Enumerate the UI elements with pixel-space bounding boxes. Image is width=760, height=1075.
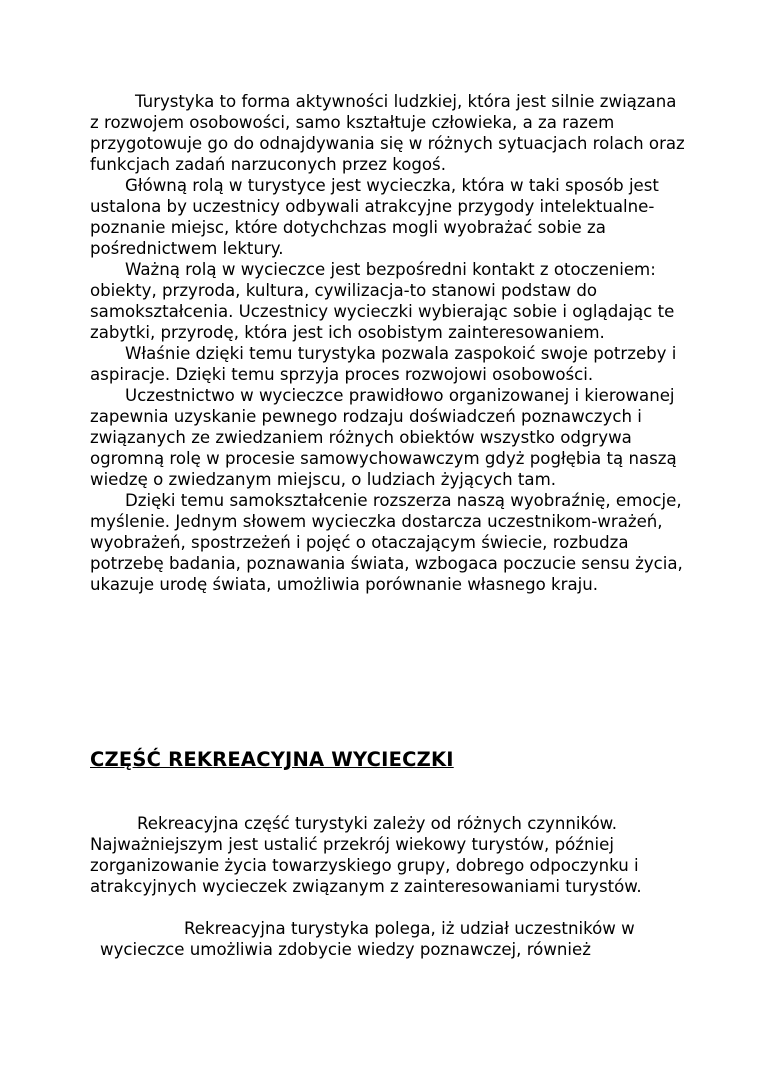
paragraph-4: Właśnie dzięki temu turystyka pozwala zaspokoić swoje potrzeby i aspiracje. Dzięki temu sprzyja proces rozwojowi osobowości. xyxy=(90,344,677,384)
paragraph-8-line-1: Rekreacyjna turystyka polega, iż udział uczestników w xyxy=(184,919,635,938)
paragraph-7: Rekreacyjna część turystyki zależy od różnych czynników. Najważniejszym jest ustalić przekrój wiekowy turystów, później zorganizowanie życia towarzyskiego grupy, dobrego odpoczynku i atrakcyjnych wycieczek związanym z zainteresowaniami turystów. xyxy=(90,814,642,896)
section-recreation-text xyxy=(90,813,690,897)
paragraph-6: Dzięki temu samokształcenie rozszerza naszą wyobraźnię, emocje, myślenie. Jednym słowem wycieczka dostarcza uczestnikom-wrażeń, wyobrażeń, spostrzeżeń i pojęć o otaczającym świecie, rozbudza potrzebę badania, poznawania świata, wzbogaca poczucie sensu życia, ukazuje urodę świata, umożliwia porównanie własnego kraju. xyxy=(90,491,683,594)
paragraph-8 xyxy=(100,918,700,960)
section-intro-text xyxy=(90,91,690,595)
paragraph-8-line-2: wycieczce umożliwia zdobycie wiedzy poznawczej, również xyxy=(100,940,591,959)
paragraph-1: Turystyka to forma aktywności ludzkiej, która jest silnie związana z rozwojem osobowości, samo kształtuje człowieka, a za razem przygotowuje go do odnajdywania się w różnych sytuacjach rolach oraz funkcjach zadań narzuconych przez kogoś. xyxy=(90,92,685,174)
paragraph-3: Ważną rolą w wycieczce jest bezpośredni kontakt z otoczeniem: obiekty, przyroda, kultura, cywilizacja-to stanowi podstaw do samokształcenia. Uczestnicy wycieczki wybierając sobie i oglądając te zabytki, przyrodę, która jest ich osobistym zainteresowaniem. xyxy=(90,260,675,342)
paragraph-2: Główną rolą w turystyce jest wycieczka, która w taki sposób jest ustalona by uczestnicy odbywali atrakcyjne przygody intelektualne-poznanie miejsc, które dotychchzas mogli wyobrażać sobie za pośrednictwem lektury. xyxy=(90,176,659,258)
paragraph-5: Uczestnictwo w wycieczce prawidłowo organizowanej i kierowanej zapewnia uzyskanie pewnego rodzaju doświadczeń poznawczych i związanych ze zwiedzaniem różnych obiektów wszystko odgrywa ogromną rolę w procesie samowychowawczym gdyż pogłębia tą naszą wiedzę o zwiedzanym miejscu, o ludziach żyjących tam. xyxy=(90,386,677,489)
section-heading: CZĘŚĆ REKREACYJNA WYCIECZKI xyxy=(90,748,454,771)
